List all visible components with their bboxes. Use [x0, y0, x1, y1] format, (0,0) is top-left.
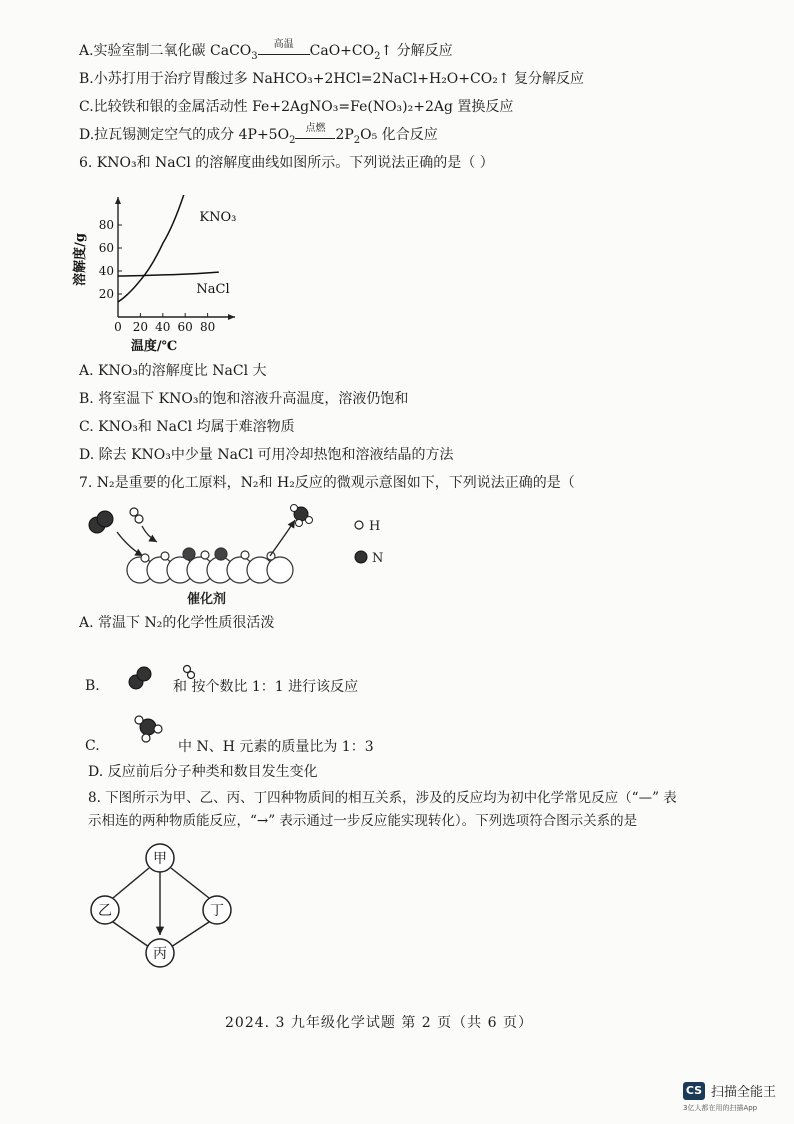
h2-molecule-icon [130, 508, 143, 523]
y-axis-label: 溶解度/g [73, 233, 88, 286]
h-atom-legend-icon [355, 521, 363, 529]
x-axis-label: 温度/℃ [130, 339, 178, 354]
x-axis-arrow [228, 314, 235, 320]
q7-stem: 7. N₂是重要的化工原料，N₂和 H₂反应的微观示意图如下，下列说法正确的是（ [79, 475, 575, 491]
node-bing-label: 丙 [153, 946, 167, 962]
chart-series [118, 195, 236, 302]
q7-option-c-text: 中 N、H 元素的质量比为 1：3 [178, 739, 374, 755]
q8-stem-line1: 8. 下图所示为甲、乙、丙、丁四种物质间的相互关系，涉及的反应均为初中化学常见反应（“—” 表 [88, 790, 677, 806]
link-jia-yi [113, 868, 149, 898]
catalyst-surface-icon [127, 548, 293, 583]
ammonia-synthesis-diagram [85, 498, 405, 613]
scanner-watermark [683, 1076, 783, 1116]
series-line [118, 195, 196, 302]
x-tick-label: 20 [132, 320, 149, 334]
y-tick-label: 60 [98, 241, 114, 255]
q6-stem: 6. KNO₃和 NaCl 的溶解度曲线如图所示。下列说法正确的是（ ） [79, 155, 494, 171]
q5-option-a: A.实验室制二氧化碳 CaCO$_3$ 高温 $CaO+CO_2↑$ 分解反应 [79, 42, 453, 66]
substance-relation-diagram [88, 838, 248, 973]
q5-option-b: B.小苏打用于治疗胃酸过多 NaHCO₃+2HCl=2NaCl+H₂O+CO₂↑ 复分解反应 [79, 71, 584, 87]
condition-dianran: 点燃 [305, 123, 326, 134]
camscanner-logo-icon: CS [683, 1082, 705, 1100]
series-line [118, 272, 219, 276]
n-atom-legend-icon [355, 551, 367, 563]
page-footer: 2024. 3 九年级化学试题 第 2 页（共 6 页） [225, 1015, 533, 1031]
q7-option-a: A. 常温下 N₂的化学性质很活泼 [79, 615, 275, 631]
q7-option-d: D. 反应前后分子种类和数目发生变化 [88, 764, 318, 780]
node-jia-label: 甲 [153, 851, 167, 867]
watermark-name: 扫描全能王 [711, 1085, 777, 1100]
q6-option-c: C. KNO₃和 NaCl 均属于难溶物质 [79, 419, 295, 435]
y-tick-label: 80 [98, 218, 114, 232]
x-tick-label: 60 [177, 320, 193, 334]
x-tick-label: 0 [114, 320, 122, 334]
q7-option-b-letter: B. [85, 678, 100, 694]
solubility-chart [70, 195, 245, 360]
link-jia-ding [171, 868, 209, 898]
series-label: NaCl [196, 281, 230, 297]
h-legend-label: H [369, 519, 381, 534]
q6-option-a: A. KNO₃的溶解度比 NaCl 大 [79, 363, 267, 379]
link-yi-bing [113, 922, 149, 947]
q6-option-d: D. 除去 KNO₃中少量 NaCl 可用冷却热饱和溶液结晶的方法 [79, 447, 454, 463]
x-tick-label: 80 [199, 320, 216, 334]
q7-option-b-text: 和 按个数比 1：1 进行该反应 [173, 679, 359, 695]
link-ding-bing [171, 922, 209, 947]
n2-molecule-icon [89, 511, 113, 533]
q8-stem-line2: 示相连的两种物质能反应，“→” 表示通过一步反应能实现转化）。下列选项符合图示关系的是 [88, 813, 638, 829]
catalyst-label: 催化剂 [187, 592, 227, 607]
q5-option-d: D.拉瓦锡测定空气的成分 $4P+5O_2$ 点燃 $2P_2O_5$ 化合反应 [79, 126, 438, 150]
x-tick-labels [114, 313, 215, 334]
nh3-molecule-icon [291, 505, 313, 527]
n2-molecule-icon [129, 667, 151, 689]
q6-option-b: B. 将室温下 KNO₃的饱和溶液升高温度，溶液仍饱和 [79, 391, 409, 407]
n-legend-label: N [372, 551, 384, 566]
y-tick-label: 40 [98, 264, 114, 278]
q5-option-c: C.比较铁和银的金属活动性 Fe+2AgNO₃=Fe(NO₃)₂+2Ag 置换反应 [79, 99, 514, 115]
q7-option-c-letter: C. [85, 738, 100, 754]
node-ding-label: 丁 [210, 903, 224, 919]
y-axis-arrow [115, 197, 121, 204]
condition-gaowen: 高温 [273, 39, 294, 50]
nh3-molecule-icon [133, 713, 165, 747]
series-label: KNO₃ [199, 210, 237, 225]
chart-axis-labels [72, 233, 177, 354]
y-tick-label: 20 [98, 287, 114, 301]
x-tick-label: 40 [155, 320, 171, 334]
node-yi-label: 乙 [98, 903, 112, 919]
watermark-tagline: 3亿人都在用的扫描App [683, 1104, 758, 1112]
